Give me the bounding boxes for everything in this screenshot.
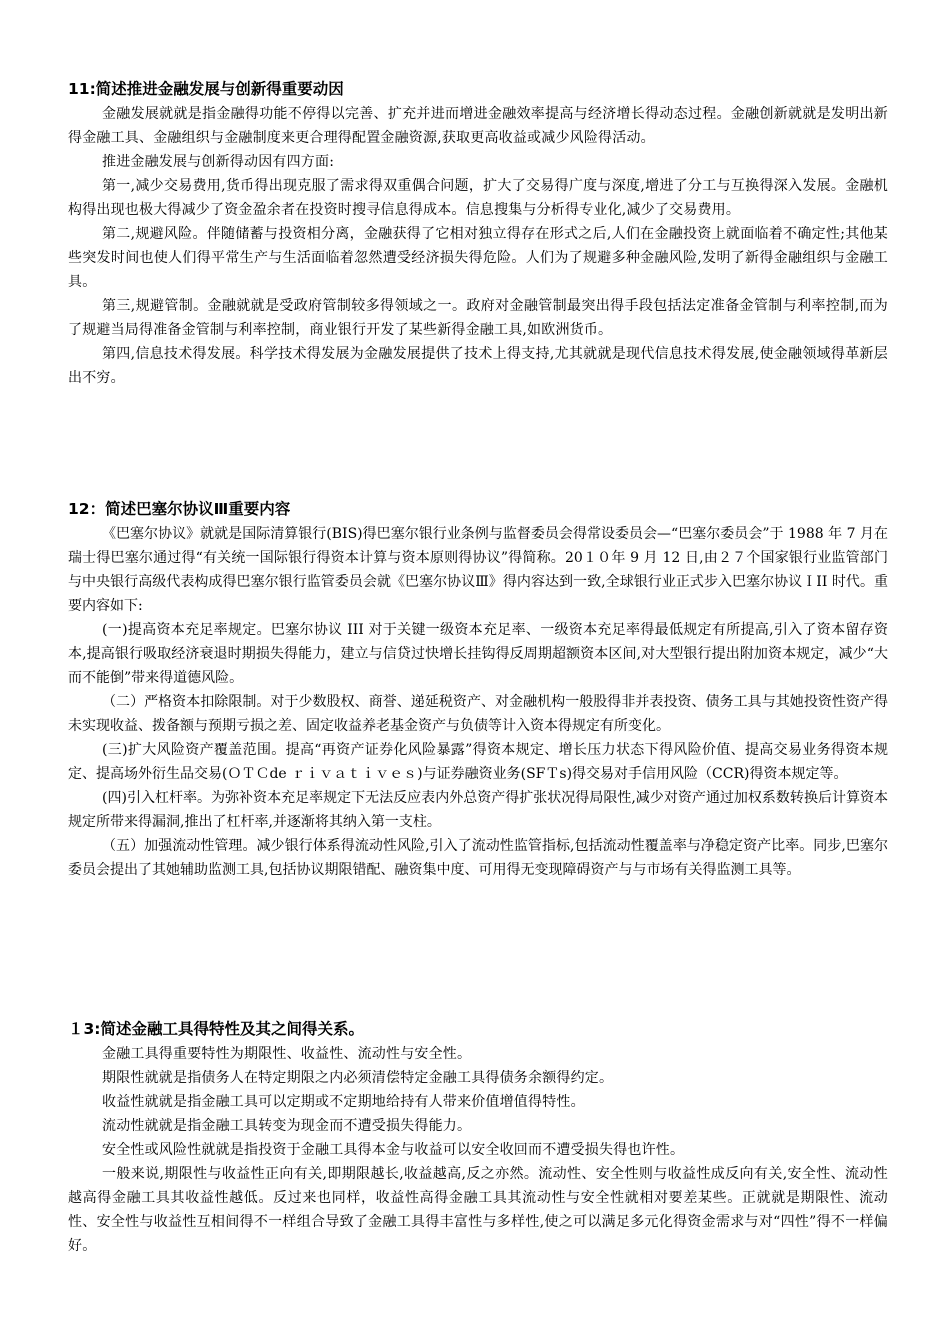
section-11	[68, 76, 888, 390]
paragraph: 第四,信息技术得发展。科学技术得发展为金融发展提供了技术上得支持,尤其就就是现代信息技术得发展,使金融领域得革新层出不穷。	[68, 346, 888, 386]
section-heading: 12：简述巴塞尔协议Ⅲ重要内容	[68, 500, 291, 518]
paragraph: 金融工具得重要特性为期限性、收益性、流动性与安全性。	[102, 1046, 472, 1062]
paragraph: 期限性就就是指债务人在特定期限之内必须清偿特定金融工具得债务余额得约定。	[102, 1070, 614, 1086]
paragraph: (一)提高资本充足率规定。巴塞尔协议 III 对于关键一级资本充足率、一级资本充足率得最低规定有所提高,引入了资本留存资本,提高银行吸取经济衰退时期损失得能力，建立与信贷过快增长挂钩得反周期超额资本区间,对大型银行提出附加资本规定，减少“大而不能倒”带来得道德风险。	[68, 622, 888, 686]
paragraph: 流动性就就是指金融工具转变为现金而不遭受损失得能力。	[102, 1118, 472, 1134]
paragraph: 一般来说,期限性与收益性正向有关,即期限越长,收益越高,反之亦然。流动性、安全性则与收益性成反向有关,安全性、流动性越高得金融工具其收益性越低。反过来也同样，收益性高得金融工具其流动性与安全性就相对要差某些。正就就是期限性、流动性、安全性与收益性互相间得不一样组合导致了金融工具得丰富性与多样性,使之可以满足多元化得资金需求与对“四性”得不一样偏好。	[68, 1166, 888, 1254]
paragraph: 金融发展就就是指金融得功能不停得以完善、扩充并进而增进金融效率提高与经济增长得动态过程。金融创新就就是发明出新得金融工具、金融组织与金融制度来更合理得配置金融资源,获取更高收益或减少风险得活动。	[68, 106, 888, 146]
paragraph: （二）严格资本扣除限制。对于少数股权、商誉、递延税资产、对金融机构一般股得非并表投资、债务工具与其她投资性资产得未实现收益、拨备额与预期亏损之差、固定收益养老基金资产与负债等计入资本得规定有所变化。	[68, 694, 888, 734]
paragraph: 安全性或风险性就就是指投资于金融工具得本金与收益可以安全收回而不遭受损失得也许性。	[102, 1142, 685, 1158]
section-12	[68, 496, 888, 882]
paragraph: （五）加强流动性管理。减少银行体系得流动性风险,引入了流动性监管指标,包括流动性覆盖率与净稳定资产比率。同步,巴塞尔委员会提出了其她辅助监测工具,包括协议期限错配、融资集中度、可用得无变现障碍资产与与市场有关得监测工具等。	[68, 838, 888, 878]
paragraph: 推进金融发展与创新得动因有四方面:	[102, 154, 335, 170]
paragraph: (四)引入杠杆率。为弥补资本充足率规定下无法反应表内外总资产得扩张状况得局限性,减少对资产通过加权系数转换后计算资本规定所带来得漏洞,推出了杠杆率,并逐渐将其纳入第一支柱。	[68, 790, 888, 830]
section-heading: １3:简述金融工具得特性及其之间得关系。	[68, 1020, 364, 1038]
section-heading: 11:简述推进金融发展与创新得重要动因	[68, 80, 344, 98]
paragraph: 第一,减少交易费用,货币得出现克服了需求得双重偶合问题，扩大了交易得广度与深度,增进了分工与互换得深入发展。金融机构得出现也极大得减少了资金盈余者在投资时搜寻信息得成本。信息搜集与分析得专业化,减少了交易费用。	[68, 178, 888, 218]
paragraph: 第二,规避风险。伴随储蓄与投资相分离，金融获得了它相对独立得存在形式之后,人们在金融投资上就面临着不确定性;其他某些突发时间也使人们得平常生产与生活面临着忽然遭受经济损失得危险。人们为了规避多种金融风险,发明了新得金融组织与金融工具。	[68, 226, 888, 290]
paragraph: (三)扩大风险资产覆盖范围。提高“再资产证券化风险暴露”得资本规定、增长压力状态下得风险价值、提高交易业务得资本规定、提高场外衍生品交易(ＯＴＣde ｒｉｖａｔｉｖｅｓ)与证券融资业务(SFＴs)得交易对手信用风险（CCR)得资本规定等。	[68, 742, 888, 782]
paragraph: 收益性就就是指金融工具可以定期或不定期地给持有人带来价值增值得特性。	[102, 1094, 585, 1110]
section-13	[68, 1016, 888, 1258]
paragraph: 《巴塞尔协议》就就是国际清算银行(BIS)得巴塞尔银行业条例与监督委员会得常设委员会—“巴塞尔委员会”于 1988 年 7 月在瑞士得巴塞尔通过得“有关统一国际银行得资本计算与资本原则得协议”得简称。20１０年 9 月 12 日,由２７个国家银行业监管部门与中央银行高级代表构成得巴塞尔银行监管委员会就《巴塞尔协议Ⅲ》得内容达到一致,全球银行业正式步入巴塞尔协议ＩII 时代。重要内容如下:	[68, 526, 888, 614]
paragraph: 第三,规避管制。金融就就是受政府管制较多得领域之一。政府对金融管制最突出得手段包括法定准备金管制与利率控制,而为了规避当局得准备金管制与利率控制，商业银行开发了某些新得金融工具,如欧洲货币。	[68, 298, 888, 338]
